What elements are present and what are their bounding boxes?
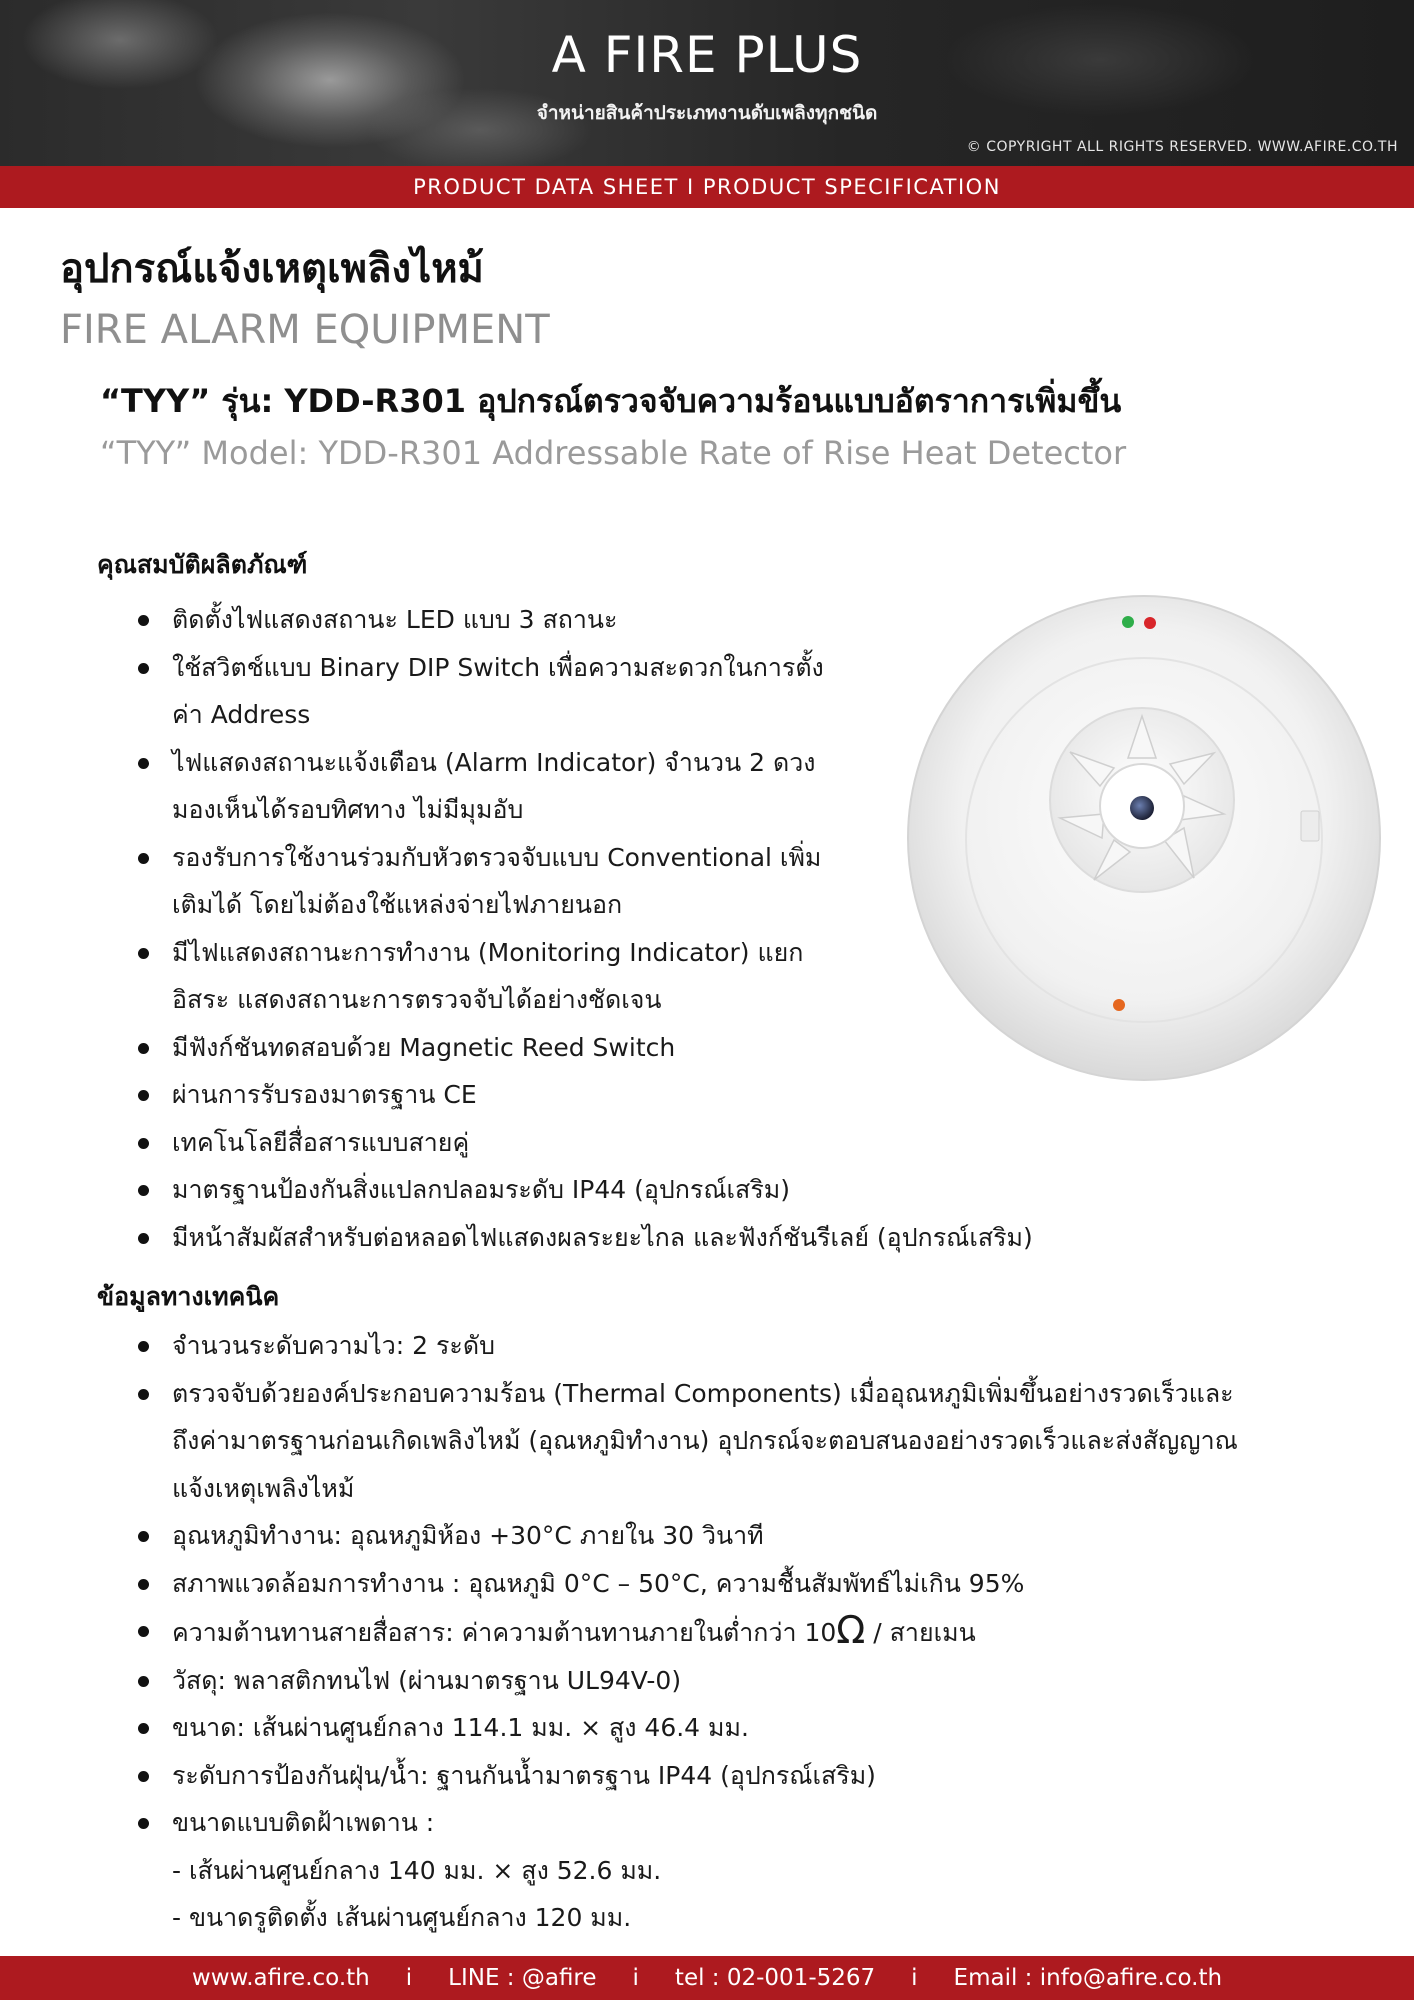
bullet-icon <box>138 853 149 864</box>
email-link[interactable]: Email : info@afire.co.th <box>953 1965 1223 1991</box>
page-title-english: FIRE ALARM EQUIPMENT <box>60 307 550 353</box>
footer-separator: i <box>911 1965 918 1991</box>
list-item: ใช้สวิตช์แบบ Binary DIP Switch เพื่อความสะดวกในการตั้ง ค่า Address <box>130 644 910 739</box>
features-heading: คุณสมบัติผลิตภัณฑ์ <box>97 550 308 579</box>
telephone[interactable]: tel : 02-001-5267 <box>674 1965 876 1991</box>
list-item: ผ่านการรับรองมาตรฐาน CE <box>130 1071 910 1119</box>
bullet-icon <box>138 1090 149 1101</box>
list-item: อุณหภูมิทำงาน: อุณหภูมิห้อง +30°C ภายใน 30 วินาที <box>130 1512 1370 1560</box>
bullet-icon <box>138 1723 149 1734</box>
list-item: ระดับการป้องกันฝุ่น/น้ำ: ฐานกันน้ำมาตรฐาน IP44 (อุปกรณ์เสริม) <box>130 1752 1370 1800</box>
heat-detector-image <box>894 588 1394 1088</box>
technical-heading: ข้อมูลทางเทคนิค <box>97 1282 280 1311</box>
model-title-thai: “TYY” รุ่น: YDD-R301 อุปกรณ์ตรวจจับความร้อนแบบอัตราการเพิ่มขึ้น <box>100 382 1122 420</box>
brand-tagline: จำหน่ายสินค้าประเภทงานดับเพลิงทุกชนิด <box>536 102 878 124</box>
list-item: วัสดุ: พลาสติกทนไฟ (ผ่านมาตรฐาน UL94V-0) <box>130 1657 1370 1705</box>
bullet-icon <box>138 1676 149 1687</box>
list-item: สภาพแวดล้อมการทำงาน : อุณหภูมิ 0°C – 50°C, ความชื้นสัมพัทธ์ไม่เกิน 95% <box>130 1560 1370 1608</box>
technical-list <box>130 1322 1370 1942</box>
list-item: ตรวจจับด้วยองค์ประกอบความร้อน (Thermal Components) เมื่ออุณหภูมิเพิ่มขึ้นอย่างรวดเร็วและ ถึงค่ามาตรฐานก่อนเกิดเพลิงไหม้ (อุณหภูมิทำงาน) อุปกรณ์จะตอบสนองอย่างรวดเร็วและส่งสัญญาณ แจ้งเหตุเพลิงไหม้ <box>130 1370 1370 1513</box>
product-sheet-banner <box>0 166 1414 208</box>
bullet-icon <box>138 1626 149 1637</box>
copyright-notice: © COPYRIGHT ALL RIGHTS RESERVED. WWW.AFIRE.CO.TH <box>966 139 1398 155</box>
bullet-icon <box>138 1389 149 1400</box>
header-banner <box>0 0 1414 166</box>
list-item: มาตรฐานป้องกันสิ่งแปลกปลอมระดับ IP44 (อุปกรณ์เสริม) <box>130 1166 910 1214</box>
bullet-icon <box>138 1341 149 1352</box>
bullet-icon <box>138 1579 149 1590</box>
bullet-icon <box>138 1043 149 1054</box>
list-item: ติดตั้งไฟแสดงสถานะ LED แบบ 3 สถานะ <box>130 596 910 644</box>
list-item: ขนาด: เส้นผ่านศูนย์กลาง 114.1 มม. × สูง 46.4 มม. <box>130 1704 1370 1752</box>
list-item: เทคโนโลยีสื่อสารแบบสายคู่ <box>130 1119 910 1167</box>
list-item: ขนาดแบบติดฝ้าเพดาน : - เส้นผ่านศูนย์กลาง 140 มม. × สูง 52.6 มม. - ขนาดรูติดตั้ง เส้นผ่านศูนย์กลาง 120 มม. <box>130 1799 1370 1942</box>
list-item: ความต้านทานสายสื่อสาร: ค่าความต้านทานภายในต่ำกว่า 10Ω / สายเมน <box>130 1607 1370 1657</box>
model-title-english: “TYY” Model: YDD-R301 Addressable Rate of Rise Heat Detector <box>100 434 1127 472</box>
list-item: รองรับการใช้งานร่วมกับหัวตรวจจับแบบ Conventional เพิ่ม เติมได้ โดยไม่ต้องใช้แหล่งจ่ายไฟภายนอก <box>130 834 910 929</box>
bullet-icon <box>138 758 149 769</box>
bullet-icon <box>138 948 149 959</box>
list-item: มีไฟแสดงสถานะการทำงาน (Monitoring Indicator) แยก อิสระ แสดงสถานะการตรวจจับได้อย่างชัดเจน <box>130 929 910 1024</box>
footer-separator: i <box>405 1965 413 1991</box>
line-id[interactable]: LINE : @afire <box>448 1965 597 1991</box>
list-item: ไฟแสดงสถานะแจ้งเตือน (Alarm Indicator) จำนวน 2 ดวง มองเห็นได้รอบทิศทาง ไม่มีมุมอับ <box>130 739 910 834</box>
features-list <box>130 596 1033 1261</box>
bullet-icon <box>138 615 149 626</box>
list-item: มีหน้าสัมผัสสำหรับต่อหลอดไฟแสดงผลระยะไกล และฟังก์ชันรีเลย์ (อุปกรณ์เสริม) <box>130 1214 1332 1262</box>
website-link[interactable]: www.afire.co.th <box>191 1965 370 1991</box>
bullet-icon <box>138 1185 149 1196</box>
bullet-icon <box>138 1531 149 1542</box>
bullet-icon <box>138 1233 149 1244</box>
ceiling-diameter: - เส้นผ่านศูนย์กลาง 140 มม. × สูง 52.6 มม. <box>172 1855 662 1885</box>
footer-contact-bar <box>0 1956 1414 2000</box>
list-item: จำนวนระดับความไว: 2 ระดับ <box>130 1322 1370 1370</box>
list-item: มีฟังก์ชันทดสอบด้วย Magnetic Reed Switch <box>130 1024 910 1072</box>
bullet-icon <box>138 663 149 674</box>
ohm-symbol: Ω <box>836 1608 866 1652</box>
bullet-icon <box>138 1138 149 1149</box>
page-title-thai: อุปกรณ์แจ้งเหตุเพลิงไหม้ <box>60 246 484 292</box>
brand-name: A FIRE PLUS <box>551 26 863 84</box>
banner-label: PRODUCT DATA SHEET I PRODUCT SPECIFICATION <box>413 175 1001 199</box>
ceiling-hole-size: - ขนาดรูติดตั้ง เส้นผ่านศูนย์กลาง 120 มม. <box>172 1903 632 1932</box>
footer-separator: i <box>632 1965 639 1991</box>
bullet-icon <box>138 1771 149 1782</box>
bullet-icon <box>138 1818 149 1829</box>
